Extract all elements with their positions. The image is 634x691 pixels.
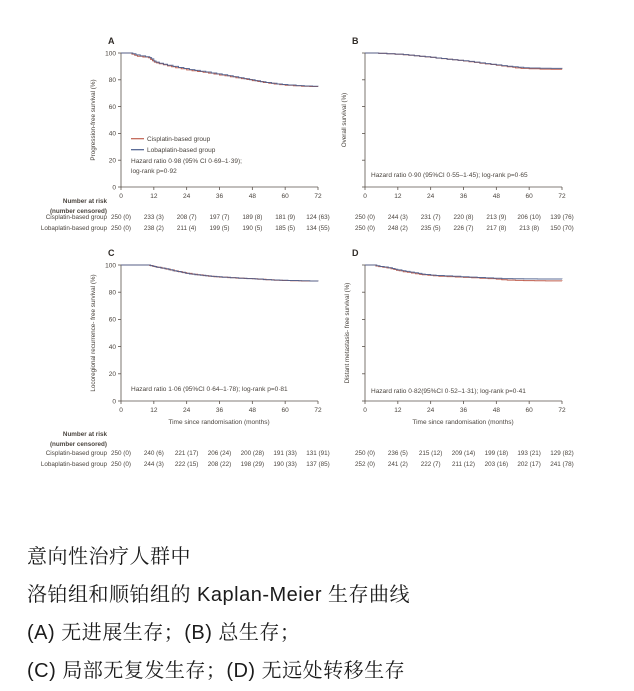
y-tick-label: 60 (108, 316, 116, 324)
x-tick-label: 48 (248, 407, 256, 414)
risk-value: 250 (0) (355, 225, 375, 232)
hazard-ratio-annotation: Hazard ratio 0·82(95%CI 0·52–1·31); log-rank p=0·41 (371, 388, 526, 395)
risk-value: 129 (82) (550, 450, 574, 457)
x-tick-label: 60 (281, 407, 289, 414)
x-tick-label: 24 (183, 407, 191, 414)
risk-value: 150 (70) (550, 225, 574, 232)
x-tick-label: 0 (119, 407, 123, 414)
risk-value: 250 (0) (111, 225, 131, 232)
legend-label: Cisplatin-based group (147, 136, 211, 143)
risk-value: 244 (3) (387, 214, 408, 221)
risk-row-label: Lobaplatin-based group (40, 461, 107, 468)
risk-value: 211 (4) (176, 225, 197, 232)
risk-value: 185 (5) (275, 225, 296, 232)
risk-value: 208 (7) (176, 214, 197, 221)
km-curve-cisplatin (121, 265, 318, 281)
x-axis-label: Time since randomisation (months) (412, 419, 514, 426)
x-tick-label: 24 (427, 193, 435, 200)
risk-value: 215 (12) (418, 450, 443, 457)
risk-value: 202 (17) (517, 461, 541, 468)
y-tick-label: 20 (108, 157, 116, 165)
risk-value: 200 (28) (240, 450, 265, 457)
risk-value: 181 (9) (275, 214, 296, 221)
risk-value: 231 (7) (420, 214, 441, 221)
km-curve-lobaplatin (365, 265, 562, 279)
x-tick-label: 36 (215, 193, 224, 200)
x-tick-label: 48 (492, 193, 500, 200)
risk-value: 137 (85) (306, 461, 330, 468)
x-tick-label: 24 (427, 407, 435, 414)
x-tick-label: 36 (215, 407, 224, 414)
y-tick-label: 40 (108, 343, 116, 351)
risk-value: 226 (7) (453, 225, 474, 232)
y-axis-label: Overall survival (%) (341, 92, 348, 148)
risk-value: 252 (0) (355, 461, 375, 468)
risk-value: 240 (6) (143, 450, 164, 457)
x-tick-label: 12 (150, 193, 158, 200)
risk-value: 217 (8) (486, 225, 507, 232)
y-tick-label: 40 (108, 130, 116, 138)
km-curve-lobaplatin (365, 53, 562, 69)
caption-line-4: (C) 局部无复发生存；(D) 无远处转移生存 (27, 660, 406, 682)
risk-value: 250 (0) (355, 450, 375, 457)
x-tick-label: 36 (459, 407, 468, 414)
x-tick-label: 72 (558, 193, 566, 200)
y-tick-label: 100 (105, 262, 116, 270)
y-tick-label: 0 (112, 184, 116, 192)
x-tick-label: 72 (314, 193, 322, 200)
risk-row-label: Cisplatin-based group (45, 214, 107, 221)
risk-value: 124 (63) (306, 214, 330, 221)
risk-value: 241 (2) (387, 461, 408, 468)
risk-value: 190 (5) (242, 225, 263, 232)
risk-value: 222 (15) (174, 461, 199, 468)
figure-caption (27, 538, 410, 690)
x-tick-label: 24 (183, 193, 191, 200)
panel-letter: C (108, 248, 115, 258)
panel-A (41, 36, 330, 232)
risk-value: 203 (16) (484, 461, 509, 468)
y-tick-label: 80 (108, 289, 116, 297)
risk-value: 233 (3) (143, 214, 164, 221)
panel-letter: A (108, 36, 115, 46)
y-tick-label: 60 (108, 103, 116, 111)
y-tick-label: 80 (108, 77, 116, 85)
caption-line-2: 洛铂组和顺铂组的 Kaplan-Meier 生存曲线 (27, 584, 411, 606)
x-tick-label: 36 (459, 193, 468, 200)
risk-value: 238 (2) (143, 225, 164, 232)
risk-value: 198 (29) (240, 461, 265, 468)
y-tick-label: 100 (105, 50, 116, 58)
risk-value: 197 (7) (209, 214, 230, 221)
risk-table-subheader: (number censored) (49, 441, 107, 448)
x-tick-label: 48 (492, 407, 500, 414)
risk-table-header: Number at risk (62, 198, 107, 205)
panel-C (41, 248, 330, 468)
legend-label: Lobaplatin-based group (147, 147, 216, 154)
risk-value: 131 (91) (306, 450, 330, 457)
risk-value: 190 (33) (273, 461, 297, 468)
risk-value: 241 (78) (550, 461, 574, 468)
risk-value: 139 (76) (550, 214, 574, 221)
risk-value: 199 (18) (484, 450, 509, 457)
x-tick-label: 12 (150, 407, 158, 414)
risk-value: 209 (14) (451, 450, 476, 457)
risk-value: 189 (8) (242, 214, 263, 221)
risk-value: 220 (8) (453, 214, 474, 221)
x-axis-label: Time since randomisation (months) (168, 419, 270, 426)
y-axis-label: Locoregional recurrence- free survival (%) (90, 274, 97, 392)
panel-B (341, 36, 574, 232)
risk-value: 250 (0) (111, 450, 131, 457)
x-tick-label: 0 (363, 193, 367, 200)
x-tick-label: 48 (248, 193, 256, 200)
risk-table-header: Number at risk (62, 431, 107, 438)
risk-value: 199 (5) (209, 225, 230, 232)
km-curve-lobaplatin (121, 265, 318, 281)
x-tick-label: 60 (525, 407, 533, 414)
hazard-ratio-annotation: log-rank p=0·92 (131, 168, 177, 175)
caption-line-3: (A) 无进展生存；(B) 总生存； (27, 622, 301, 644)
risk-value: 208 (22) (207, 461, 232, 468)
km-curve-lobaplatin (121, 53, 318, 86)
panel-letter: D (352, 248, 359, 258)
risk-value: 191 (33) (273, 450, 297, 457)
risk-value: 213 (9) (486, 214, 507, 221)
hazard-ratio-annotation: Hazard ratio 0·98 (95% CI 0·69–1·39); (131, 158, 242, 165)
risk-value: 244 (3) (143, 461, 164, 468)
risk-value: 250 (0) (111, 214, 131, 221)
risk-value: 206 (10) (517, 214, 541, 221)
y-tick-label: 20 (108, 371, 116, 379)
risk-value: 248 (2) (387, 225, 408, 232)
risk-table-subheader: (number censored) (49, 208, 107, 215)
caption-line-1: 意向性治疗人群中 (27, 546, 191, 568)
risk-value: 235 (5) (420, 225, 441, 232)
risk-row-label: Lobaplatin-based group (40, 225, 107, 232)
y-axis-label: Progression-free survival (%) (90, 79, 97, 161)
x-tick-label: 60 (281, 193, 289, 200)
risk-value: 206 (24) (207, 450, 232, 457)
hazard-ratio-annotation: Hazard ratio 0·90 (95%CI 0·55–1·45); log-rank p=0·65 (371, 172, 528, 179)
risk-value: 221 (17) (174, 450, 199, 457)
risk-row-label: Cisplatin-based group (45, 450, 107, 457)
panel-letter: B (352, 36, 359, 46)
risk-value: 213 (8) (519, 225, 540, 232)
y-tick-label: 0 (112, 398, 116, 406)
x-tick-label: 60 (525, 193, 533, 200)
x-tick-label: 12 (394, 407, 402, 414)
x-tick-label: 0 (363, 407, 367, 414)
panel-D (344, 248, 574, 468)
x-tick-label: 72 (314, 407, 322, 414)
risk-value: 134 (55) (306, 225, 330, 232)
hazard-ratio-annotation: Hazard ratio 1·06 (95%CI 0·64–1·78); log-rank p=0·81 (131, 386, 288, 393)
y-axis-label: Distant metastasis- free survival (%) (344, 282, 351, 384)
risk-value: 236 (5) (387, 450, 408, 457)
risk-value: 222 (7) (420, 461, 441, 468)
risk-value: 250 (0) (111, 461, 131, 468)
risk-value: 250 (0) (355, 214, 375, 221)
risk-value: 211 (12) (452, 461, 475, 468)
x-tick-label: 12 (394, 193, 402, 200)
risk-value: 193 (21) (517, 450, 541, 457)
x-tick-label: 72 (558, 407, 566, 414)
x-tick-label: 0 (119, 193, 123, 200)
